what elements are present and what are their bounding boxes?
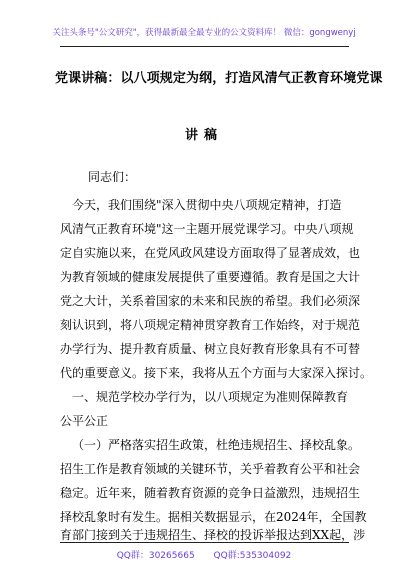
document-title-line-1: 党课讲稿：以八项规定为纲，打造风清气正教育环境党课 <box>55 71 383 86</box>
body-line: 定自实施以来，在党风政风建设方面取得了显著成效，也 <box>60 246 361 260</box>
document-title-line-2: 讲稿 <box>184 128 223 143</box>
body-line: 党之大计，关系着国家的未来和民族的希望。我们必须深 <box>60 294 361 308</box>
body-line: 今天，我们围绕"深入贯彻中央八项规定精神，打造 <box>72 198 342 212</box>
page-footer <box>0 548 408 561</box>
body-line: 招生工作是教育领域的关键环节，关乎着教育公平和社会 <box>60 462 361 476</box>
body-line: 为教育领域的健康发展提供了重要遵循。教育是国之大计 <box>60 270 361 284</box>
section-heading: 一、规范学校办学行为，以八项规定为准则保障教育 <box>72 390 349 404</box>
header-divider <box>60 46 349 47</box>
footer-divider <box>60 542 349 543</box>
body-line: 稳定。近年来，随着教育资源的竞争日益激烈，违规招生 <box>60 486 361 500</box>
salutation: 同志们： <box>88 170 137 184</box>
body-line: 代的重要意义。接下来，我将从五个方面与大家深入探讨。 <box>60 366 373 380</box>
body-line: 刻认识到，将八项规定精神贯穿教育工作始终，对于规范 <box>60 318 361 332</box>
body-line: 办学行为、提升教育质量、树立良好教育形象具有不可替 <box>60 342 361 356</box>
page-header-note: 关注头条号"公文研究"，获得最新最全最专业的公文资料库！ 微信：gongwenyj <box>52 28 356 38</box>
section-heading: 公平公正 <box>60 414 109 428</box>
body-line: 育部门接到关于违规招生、择校的投诉举报达到XX起，涉 <box>60 528 366 542</box>
subsection-heading: （一）严格落实招生政策，杜绝违规招生、择校乱象。 <box>72 438 361 452</box>
footer-qq-group-2: QQ群:535304092 <box>213 551 292 561</box>
body-line: 择校乱象时有发生。据相关数据显示，在2024年，全国教 <box>60 510 367 524</box>
footer-qq-group-1: QQ群：30265665 <box>116 551 195 561</box>
body-line: 风清气正教育环境"这一主题开展党课学习。中央八项规 <box>60 222 354 236</box>
